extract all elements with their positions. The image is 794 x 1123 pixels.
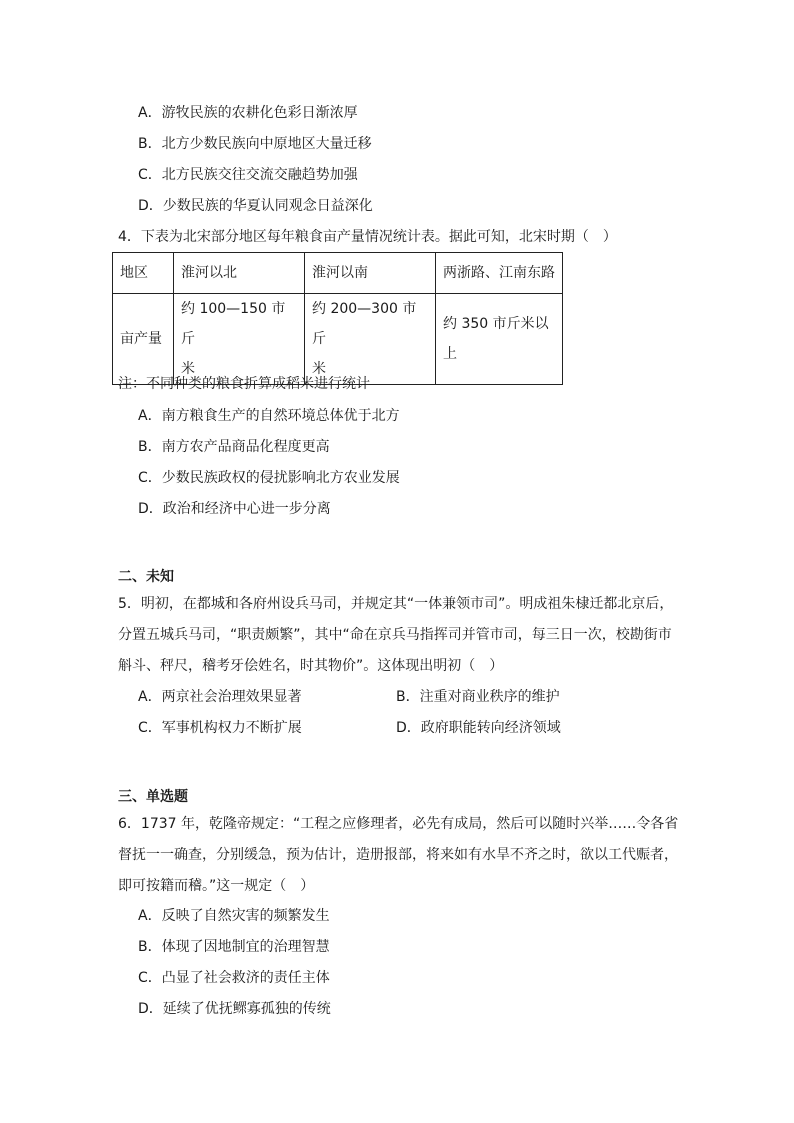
q4-option-c: C．少数民族政权的侵扰影响北方农业发展 — [138, 470, 400, 486]
q6-stem-line-2: 督抚一一确查，分别缓急，预为估计，造册报部，将来如有水旱不齐之时，欲以工代赈者， — [118, 847, 678, 863]
q6-option-d: D．延续了优抚鳏寡孤独的传统 — [138, 1001, 331, 1017]
table-header-cell: 淮河以北 — [174, 253, 305, 294]
q6-option-c: C．凸显了社会救济的责任主体 — [138, 970, 330, 986]
q5-option-b: B．注重对商业秩序的维护 — [396, 689, 560, 705]
q3-option-b: B．北方少数民族向中原地区大量迁移 — [138, 136, 372, 152]
q6-stem-line-3: 即可按籍而稽。”这一规定（ ） — [118, 878, 315, 894]
q6-option-b: B．体现了因地制宜的治理智慧 — [138, 939, 330, 955]
table-cell — [174, 294, 305, 385]
cell-line: 米 — [181, 361, 195, 377]
q5-stem-line-1: 5．明初，在都城和各府州设兵马司，并规定其“一体兼领市司”。明成祖朱棣迁都北京后， — [118, 596, 674, 612]
table-row-label: 亩产量 — [113, 294, 174, 385]
cell-line: 约 100—150 市斤 — [181, 301, 286, 347]
table-header-cell: 淮河以南 — [305, 253, 436, 294]
q6-option-a: A．反映了自然灾害的频繁发生 — [138, 908, 330, 924]
cell-line: 约 200—300 市斤 — [312, 301, 417, 347]
q5-option-a: A．两京社会治理效果显著 — [138, 689, 302, 705]
q4-note: 注：不同种类的粮食折算成稻米进行统计 — [118, 376, 370, 392]
q3-option-c: C．北方民族交往交流交融趋势加强 — [138, 167, 358, 183]
grain-yield-table — [112, 252, 563, 385]
table-header-cell: 两浙路、江南东路 — [436, 253, 563, 294]
section-heading-single-choice: 三、单选题 — [118, 789, 188, 805]
table-header-row — [113, 253, 563, 294]
q5-option-c: C．军事机构权力不断扩展 — [138, 720, 302, 736]
table-cell — [305, 294, 436, 385]
table-row — [113, 294, 563, 385]
q5-stem-line-2: 分置五城兵马司，“职责颇繁”，其中“命在京兵马指挥司并管市司，每三日一次，校勘街市 — [118, 627, 672, 643]
table-header-cell: 地区 — [113, 253, 174, 294]
q4-option-d: D．政治和经济中心进一步分离 — [138, 501, 331, 517]
cell-line: 米 — [312, 361, 326, 377]
q4-stem: 4．下表为北宋部分地区每年粮食亩产量情况统计表。据此可知，北宋时期（ ） — [118, 229, 617, 245]
q3-option-d: D．少数民族的华夏认同观念日益深化 — [138, 198, 373, 214]
table-cell — [436, 294, 563, 385]
q3-option-a: A．游牧民族的农耕化色彩日渐浓厚 — [138, 105, 358, 121]
section-heading-unknown: 二、未知 — [118, 569, 174, 585]
cell-line: 约 350 市斤米以上 — [443, 316, 549, 362]
q5-option-d: D．政府职能转向经济领域 — [396, 720, 561, 736]
q4-option-a: A．南方粮食生产的自然环境总体优于北方 — [138, 408, 400, 424]
q5-stem-line-3: 斛斗、秤尺，稽考牙侩姓名，时其物价”。这体现出明初（ ） — [118, 658, 504, 674]
q4-option-b: B．南方农产品商品化程度更高 — [138, 439, 330, 455]
q6-stem-line-1: 6．1737 年，乾隆帝规定：“工程之应修理者，必先有成局，然后可以随时兴举……令各省 — [118, 816, 679, 832]
